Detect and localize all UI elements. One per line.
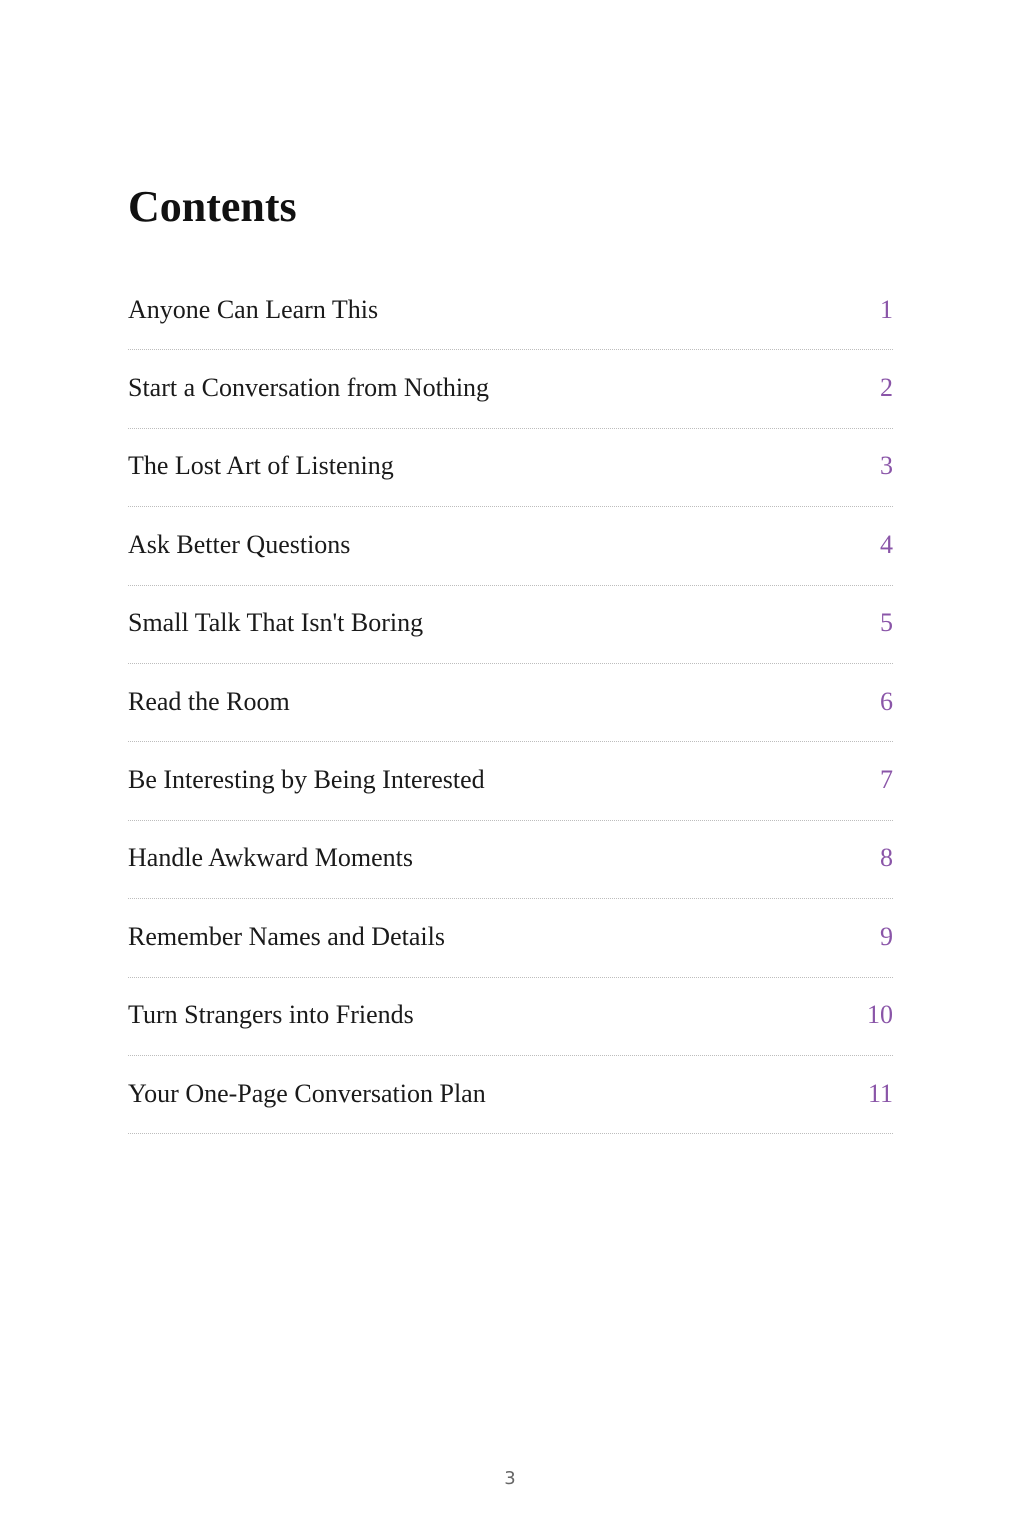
toc-entry[interactable] [128, 507, 893, 585]
toc-entry-title: Your One-Page Conversation Plan [128, 1078, 486, 1108]
page-title: Contents [128, 182, 297, 231]
toc-entry-title: Read the Room [128, 686, 290, 716]
toc-entry-title: Handle Awkward Moments [128, 843, 414, 873]
toc-entry[interactable] [128, 429, 893, 507]
toc-entry[interactable] [128, 272, 893, 350]
toc-entry-page-number: 4 [880, 529, 893, 559]
toc-entry-page-number: 3 [880, 451, 893, 481]
page-footer-number: 3 [504, 1468, 516, 1489]
toc-entry-title: Anyone Can Learn This [128, 294, 379, 324]
toc-entry-title: Be Interesting by Being Interested [128, 765, 485, 795]
toc-entry-page-number: 10 [867, 1000, 893, 1030]
toc-entry[interactable] [128, 899, 893, 977]
toc-entry-page-number: 9 [880, 921, 893, 951]
toc-entry-page-number: 2 [880, 373, 893, 403]
toc-entry-page-number: 11 [867, 1078, 893, 1108]
toc-entry[interactable] [128, 586, 893, 664]
toc-entry-page-number: 5 [880, 608, 893, 638]
toc-entry[interactable] [128, 978, 893, 1056]
toc-entry-title: Turn Strangers into Friends [128, 1000, 414, 1030]
toc-entry-page-number: 6 [880, 686, 893, 716]
toc-entry-title: Start a Conversation from Nothing [128, 373, 490, 403]
toc-entry[interactable] [128, 350, 893, 428]
toc-entry-title: The Lost Art of Listening [128, 451, 394, 481]
toc-entry-page-number: 8 [880, 843, 893, 873]
toc-entry[interactable] [128, 821, 893, 899]
table-of-contents [128, 272, 893, 1134]
toc-entry-page-number: 7 [880, 765, 893, 795]
toc-entry-title: Remember Names and Details [128, 921, 445, 951]
toc-entry-page-number: 1 [880, 294, 893, 324]
toc-entry[interactable] [128, 664, 893, 742]
toc-entry-title: Small Talk That Isn't Boring [128, 608, 424, 638]
toc-entry-title: Ask Better Questions [128, 529, 351, 559]
toc-entry[interactable] [128, 742, 893, 820]
toc-entry[interactable] [128, 1056, 893, 1134]
